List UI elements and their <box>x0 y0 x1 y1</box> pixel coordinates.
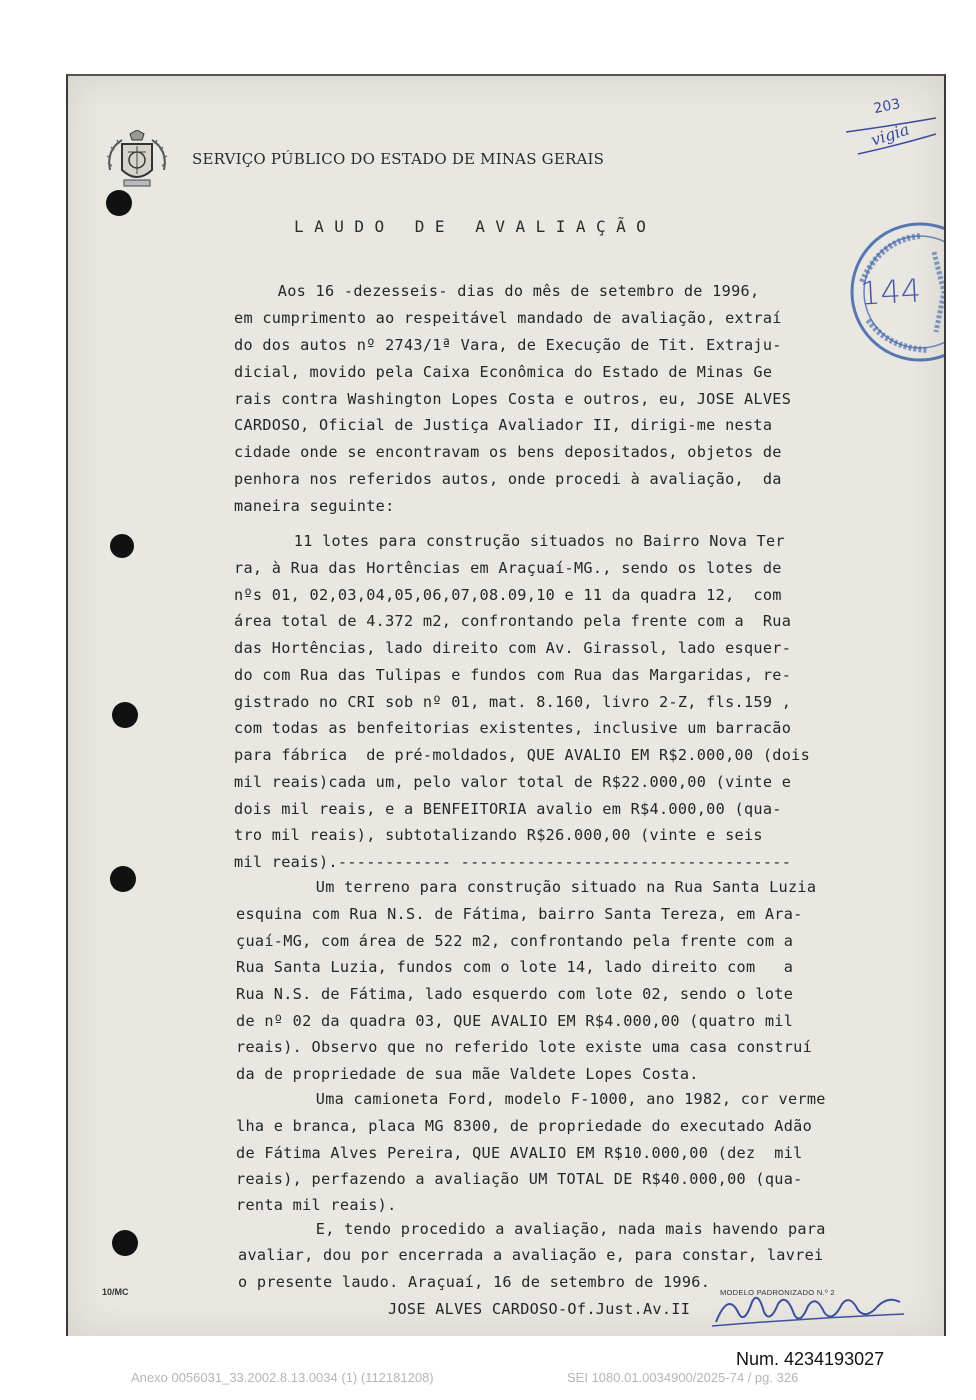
document-page <box>66 74 946 1336</box>
text-line: de Fátima Alves Pereira, QUE AVALIO EM R$10.000,00 (dez mil <box>236 1144 803 1162</box>
text-line: 11 lotes para construção situados no Bairro Nova Ter <box>256 532 785 550</box>
text-line: penhora nos referidos autos, onde procedi à avaliação, da <box>234 470 782 488</box>
handwritten-page-number: 203 <box>872 95 902 118</box>
text-line: do com Rua das Tulipas e fundos com Rua das Margaridas, re- <box>234 666 792 684</box>
document-title: LAUDO DE AVALIAÇÃO <box>294 217 657 236</box>
text-line: de nº 02 da quadra 03, QUE AVALIO EM R$4.000,00 (quatro mil <box>236 1012 794 1030</box>
punch-hole <box>110 866 136 892</box>
text-line: tro mil reais), subtotalizando R$26.000,00 (vinte e seis <box>234 826 763 844</box>
text-line: mil reais).------------ ----------------------------------- <box>234 853 792 871</box>
handwritten-page-reference <box>840 88 940 158</box>
text-line: gistrado no CRI sob nº 01, mat. 8.160, livro 2-Z, fls.159 , <box>234 693 792 711</box>
text-line: renta mil reais). <box>236 1196 397 1214</box>
sei-page-reference: SEI 1080.01.0034900/2025-74 / pg. 326 <box>567 1370 799 1385</box>
text-line: Rua N.S. de Fátima, lado esquerdo com lote 02, sendo o lote <box>236 985 794 1003</box>
text-line: cidade onde se encontravam os bens depositados, objetos de <box>234 443 782 461</box>
text-line: Uma camioneta Ford, modelo F-1000, ano 1982, cor verme <box>278 1090 826 1108</box>
text-line: dicial, movido pela Caixa Econômica do Estado de Minas Ge <box>234 363 773 381</box>
signature-name-line: JOSE ALVES CARDOSO-Of.Just.Av.II <box>388 1300 691 1318</box>
text-line: esquina com Rua N.S. de Fátima, bairro Santa Tereza, em Ara- <box>236 905 803 923</box>
text-line: lha e branca, placa MG 8300, de propriedade do executado Adão <box>236 1117 813 1135</box>
text-line: maneira seguinte: <box>234 497 395 515</box>
side-code-label: 10/MC <box>102 1287 129 1297</box>
text-line: Um terreno para construção situado na Rua Santa Luzia <box>278 878 817 896</box>
text-line: da de propriedade de sua mãe Valdete Lopes Costa. <box>236 1065 699 1083</box>
text-line: para fábrica de pré-moldados, QUE AVALIO EM R$2.000,00 (dois <box>234 746 811 764</box>
text-line: reais). Observo que no referido lote existe uma casa construí <box>236 1038 813 1056</box>
state-coat-of-arms-icon <box>102 130 172 194</box>
text-line: Rua Santa Luzia, fundos com o lote 14, lado direito com a <box>236 958 794 976</box>
header-institution: SERVIÇO PÚBLICO DO ESTADO DE MINAS GERAIS <box>192 150 605 168</box>
text-line: rais contra Washington Lopes Costa e outros, eu, JOSE ALVES <box>234 390 792 408</box>
text-line: E, tendo procedido a avaliação, nada mais havendo para <box>278 1220 826 1238</box>
text-line: çuaí-MG, com área de 522 m2, confrontando pela frente com a <box>236 932 794 950</box>
text-line: área total de 4.372 m2, confrontando pela frente com a Rua <box>234 612 792 630</box>
text-line: do dos autos nº 2743/1ª Vara, de Execução de Tit. Extraju- <box>234 336 782 354</box>
punch-hole <box>112 702 138 728</box>
text-line: avaliar, dou por encerrada a avaliação e, para constar, lavrei <box>238 1246 824 1264</box>
punch-hole <box>112 1230 138 1256</box>
text-line: dois mil reais, e a BENFEITORIA avalio em R$4.000,00 (qua- <box>234 800 782 818</box>
text-line: CARDOSO, Oficial de Justiça Avaliador II, dirigi-me nesta <box>234 416 773 434</box>
document-number: Num. 4234193027 <box>736 1349 885 1369</box>
text-line: Aos 16 -dezesseis- dias do mês de setembro de 1996, <box>240 282 760 300</box>
text-line: reais), perfazendo a avaliação UM TOTAL DE R$40.000,00 (qua- <box>236 1170 803 1188</box>
text-line: o presente laudo. Araçuaí, 16 de setembro de 1996. <box>238 1273 711 1291</box>
handwritten-initials: vigia <box>868 119 912 150</box>
form-model-label: MODELO PADRONIZADO N.º 2 <box>720 1288 835 1297</box>
handwritten-signature <box>708 1282 908 1332</box>
punch-hole <box>110 534 134 558</box>
handwritten-page-number-144: 144 <box>859 271 923 313</box>
text-line: em cumprimento ao respeitável mandado de avaliação, extraí <box>234 309 782 327</box>
text-line: ra, à Rua das Hortências em Araçuaí-MG., sendo os lotes de <box>234 559 782 577</box>
annex-reference: Anexo 0056031_33.2002.8.13.0034 (1) (112181208) <box>131 1370 434 1385</box>
text-line: das Hortências, lado direito com Av. Girassol, lado esquer- <box>234 639 792 657</box>
text-line: mil reais)cada um, pelo valor total de R$22.000,00 (vinte e <box>234 773 792 791</box>
text-line: com todas as benfeitorias existentes, inclusive um barracão <box>234 719 792 737</box>
text-line: nºs 01, 02,03,04,05,06,07,08.09,10 e 11 da quadra 12, com <box>234 586 782 604</box>
